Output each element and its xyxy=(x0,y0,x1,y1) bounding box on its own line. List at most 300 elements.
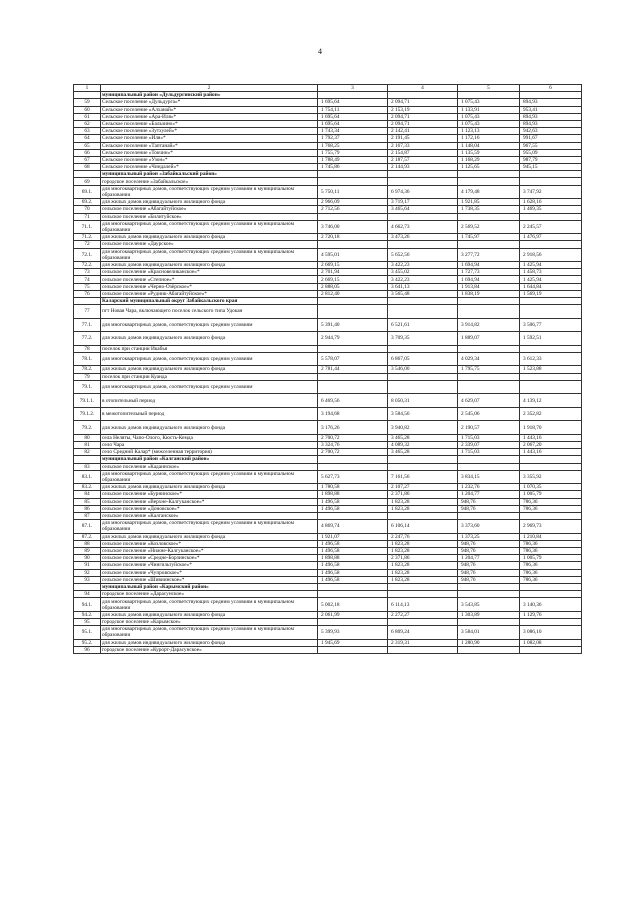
row-description: сельское поселение «Красновеликанское»* xyxy=(101,269,318,276)
value-cell: 2 339,07 xyxy=(458,441,520,448)
row-description: в отопительный период xyxy=(101,394,318,408)
value-cell: 2 712,56 xyxy=(318,206,388,213)
value-cell xyxy=(458,380,520,394)
table-row xyxy=(74,332,582,346)
value-cell xyxy=(458,456,520,463)
column-header: 3 xyxy=(318,85,388,92)
row-description: сельское поселение «Средне-Борзинское»* xyxy=(101,555,318,562)
table-row xyxy=(74,128,582,135)
value-cell xyxy=(388,92,458,99)
value-cell: 1 523,88 xyxy=(520,366,582,373)
row-number: 87.2. xyxy=(74,533,101,540)
row-description: сельское поселение «Шивиинское»* xyxy=(101,576,318,583)
table-row xyxy=(74,248,582,262)
row-description: сельское поселение «Билитуйское» xyxy=(101,213,318,220)
value-cell: 4 139,12 xyxy=(520,394,582,408)
value-cell xyxy=(520,373,582,380)
table-row xyxy=(74,470,582,484)
value-cell xyxy=(318,178,388,185)
value-cell: 1 715,03 xyxy=(458,434,520,441)
table-row xyxy=(74,156,582,163)
table-header-row xyxy=(74,85,582,92)
value-cell: 1 168,29 xyxy=(458,156,520,163)
row-description: муниципальный район «Забайкальский район» xyxy=(101,171,318,178)
value-cell: 948,76 xyxy=(458,540,520,547)
value-cell: 2 245,57 xyxy=(520,220,582,234)
value-cell: 948,76 xyxy=(458,498,520,505)
value-cell xyxy=(388,512,458,519)
table-row xyxy=(74,345,582,352)
value-cell xyxy=(520,213,582,220)
value-cell: 5 750,11 xyxy=(318,185,388,199)
row-description: сельское поселение «Верхне-Калгуканское»* xyxy=(101,498,318,505)
value-cell xyxy=(458,345,520,352)
value-cell xyxy=(458,171,520,178)
row-description: села Неляты, Чапо-Ологo, Кюсть-Кемда xyxy=(101,434,318,441)
value-cell: 2 569,52 xyxy=(458,220,520,234)
row-number: 94.1. xyxy=(74,598,101,612)
row-description: для жилых домов индивидуального жилищного фонда xyxy=(101,234,318,241)
value-cell: 2 720,18 xyxy=(318,234,388,241)
row-number: 81 xyxy=(74,441,101,448)
value-cell: 2 107,27 xyxy=(388,484,458,491)
table-row xyxy=(74,206,582,213)
row-description: сельское поселение «Калганское» xyxy=(101,512,318,519)
table-row xyxy=(74,639,582,646)
value-cell xyxy=(520,646,582,653)
value-cell: 1 921,85 xyxy=(458,199,520,206)
value-cell: 2 700,72 xyxy=(318,434,388,441)
value-cell: 1 695,64 xyxy=(318,113,388,120)
table-row xyxy=(74,441,582,448)
value-cell xyxy=(388,380,458,394)
value-cell: 1 918,70 xyxy=(520,421,582,435)
value-cell: 1 592,51 xyxy=(520,332,582,346)
value-cell xyxy=(388,646,458,653)
table-row xyxy=(74,305,582,319)
value-cell: 1 496,58 xyxy=(318,498,388,505)
value-cell: 2 067,20 xyxy=(520,441,582,448)
table-row xyxy=(74,178,582,185)
row-number: 78 xyxy=(74,345,101,352)
value-cell: 1 754,11 xyxy=(318,106,388,113)
table-row xyxy=(74,213,582,220)
table-row xyxy=(74,533,582,540)
value-cell: 786,36 xyxy=(520,505,582,512)
row-description: для жилых домов индивидуального жилищного фонда xyxy=(101,533,318,540)
value-cell xyxy=(318,591,388,598)
section-header-row xyxy=(74,456,582,463)
row-number: 65 xyxy=(74,142,101,149)
row-description: для многоквартирных домов, соответствующих средним условиям xyxy=(101,318,318,332)
value-cell xyxy=(318,583,388,590)
row-description: поселок при станции Икабья xyxy=(101,345,318,352)
table-row xyxy=(74,373,582,380)
value-cell: 1 458,73 xyxy=(520,269,582,276)
value-cell: 3 465,28 xyxy=(388,434,458,441)
value-cell: 3 373,60 xyxy=(458,520,520,534)
row-description: для многоквартирных домов, соответствующих средним условиям xyxy=(101,352,318,366)
value-cell xyxy=(520,345,582,352)
table-row xyxy=(74,113,582,120)
value-cell xyxy=(458,92,520,99)
value-cell: 3 747,92 xyxy=(520,185,582,199)
value-cell: 2 781,44 xyxy=(318,366,388,373)
tariff-table xyxy=(73,84,582,654)
row-number: 84 xyxy=(74,491,101,498)
value-cell xyxy=(318,512,388,519)
value-cell: 1 788,49 xyxy=(318,156,388,163)
value-cell: 1 125,65 xyxy=(458,164,520,171)
row-number: 88 xyxy=(74,540,101,547)
value-cell: 955,09 xyxy=(520,149,582,156)
row-number: 64 xyxy=(74,135,101,142)
column-header: 6 xyxy=(520,85,582,92)
table-row xyxy=(74,149,582,156)
row-number: 87 xyxy=(74,512,101,519)
value-cell xyxy=(388,456,458,463)
value-cell: 2 371,86 xyxy=(388,555,458,562)
row-number: 96 xyxy=(74,646,101,653)
table-row xyxy=(74,626,582,640)
value-cell: 2 190,57 xyxy=(458,421,520,435)
row-number: 72 xyxy=(74,241,101,248)
row-number: 69.2. xyxy=(74,199,101,206)
row-number: 86 xyxy=(74,505,101,512)
value-cell xyxy=(388,345,458,352)
value-cell xyxy=(520,380,582,394)
row-description: городское поселение «Забайкальское» xyxy=(101,178,318,185)
value-cell: 3 465,64 xyxy=(388,206,458,213)
value-cell: 2 272,27 xyxy=(388,611,458,618)
value-cell: 1 569,19 xyxy=(520,290,582,297)
row-number: 83 xyxy=(74,463,101,470)
value-cell: 786,36 xyxy=(520,576,582,583)
row-number: 78.1. xyxy=(74,352,101,366)
table-row xyxy=(74,185,582,199)
row-description: городское поселение «Карымское» xyxy=(101,619,318,626)
value-cell xyxy=(388,213,458,220)
row-number: 77.2. xyxy=(74,332,101,346)
row-number: 78.2. xyxy=(74,366,101,373)
table-row xyxy=(74,619,582,626)
row-description: городское поселение «Дарасунское» xyxy=(101,591,318,598)
value-cell: 2 319,31 xyxy=(388,639,458,646)
row-description: сельское поселение «Доновское»* xyxy=(101,505,318,512)
value-cell xyxy=(458,619,520,626)
value-cell xyxy=(458,241,520,248)
row-number: 59 xyxy=(74,99,101,106)
value-cell xyxy=(318,92,388,99)
value-cell: 1 280,90 xyxy=(458,639,520,646)
row-description: сельское поселение «Нижне-Калгуканское»* xyxy=(101,548,318,555)
row-description: для многоквартирных домов, соответствующих средним условиям xyxy=(101,380,318,394)
row-number: 71.1. xyxy=(74,220,101,234)
table-row xyxy=(74,276,582,283)
value-cell: 894,93 xyxy=(520,113,582,120)
row-number: 71 xyxy=(74,213,101,220)
value-cell: 2 700,72 xyxy=(318,449,388,456)
value-cell: 1 795,75 xyxy=(458,366,520,373)
value-cell: 6 867,05 xyxy=(388,352,458,366)
value-cell xyxy=(520,305,582,319)
value-cell: 2 969,73 xyxy=(520,520,582,534)
row-description: в межотопительный период xyxy=(101,407,318,421)
value-cell: 945,15 xyxy=(520,164,582,171)
value-cell: 1 823,28 xyxy=(388,498,458,505)
value-cell: 1 823,28 xyxy=(388,562,458,569)
value-cell xyxy=(318,373,388,380)
value-cell: 2 191,45 xyxy=(388,135,458,142)
value-cell: 4 629,07 xyxy=(458,394,520,408)
row-number: 89 xyxy=(74,548,101,555)
table-row xyxy=(74,366,582,373)
table-row xyxy=(74,505,582,512)
row-number: 94 xyxy=(74,591,101,598)
row-description: для жилых домов индивидуального жилищного фонда xyxy=(101,639,318,646)
value-cell: 6 809,24 xyxy=(388,626,458,640)
table-row xyxy=(74,106,582,113)
row-number: 77 xyxy=(74,305,101,319)
value-cell: 948,76 xyxy=(458,576,520,583)
value-cell: 1 715,03 xyxy=(458,449,520,456)
value-cell: 1 823,28 xyxy=(388,540,458,547)
row-description: для жилых домов индивидуального жилищного фонда xyxy=(101,262,318,269)
value-cell: 3 834,15 xyxy=(458,470,520,484)
section-header-row xyxy=(74,583,582,590)
value-cell: 2 701,94 xyxy=(318,269,388,276)
table-row xyxy=(74,380,582,394)
table-row xyxy=(74,540,582,547)
row-description: для жилых домов индивидуального жилищного фонда xyxy=(101,611,318,618)
value-cell: 2 371,86 xyxy=(388,491,458,498)
value-cell: 5 399,93 xyxy=(318,626,388,640)
value-cell: 967,55 xyxy=(520,142,582,149)
row-number: 72.2. xyxy=(74,262,101,269)
row-number: 63 xyxy=(74,128,101,135)
row-description: сельское поселение «Бурнинское»* xyxy=(101,491,318,498)
value-cell xyxy=(458,213,520,220)
value-cell: 7 161,56 xyxy=(388,470,458,484)
value-cell: 786,36 xyxy=(520,498,582,505)
value-cell xyxy=(520,171,582,178)
value-cell: 6 974,36 xyxy=(388,185,458,199)
value-cell: 2 094,71 xyxy=(388,113,458,120)
value-cell: 2 167,33 xyxy=(388,142,458,149)
value-cell: 1 135,59 xyxy=(458,149,520,156)
value-cell: 2 153,19 xyxy=(388,106,458,113)
value-cell: 894,93 xyxy=(520,120,582,127)
value-cell: 5 627,73 xyxy=(318,470,388,484)
row-number: 79 xyxy=(74,373,101,380)
row-description: Сельское поселение «Таптанай»* xyxy=(101,142,318,149)
row-description: Сельское поселение «Дульдурга»* xyxy=(101,99,318,106)
page-number: 4 xyxy=(318,47,322,56)
value-cell: 1 148,04 xyxy=(458,142,520,149)
table-row xyxy=(74,576,582,583)
row-number: 79.1. xyxy=(74,380,101,394)
table-row xyxy=(74,569,582,576)
value-cell: 5 391,40 xyxy=(318,318,388,332)
value-cell xyxy=(318,646,388,653)
row-number: 62 xyxy=(74,120,101,127)
value-cell xyxy=(318,241,388,248)
value-cell: 2 142,41 xyxy=(388,128,458,135)
table-row xyxy=(74,262,582,269)
value-cell: 1 628,16 xyxy=(520,199,582,206)
row-description: для многоквартирных домов, соответствующих средним условиям в муниципальном образовании xyxy=(101,470,318,484)
row-number: 75 xyxy=(74,283,101,290)
value-cell: 1 082,08 xyxy=(520,639,582,646)
row-description: для многоквартирных домов, соответствующих средним условиям в муниципальном образовании xyxy=(101,598,318,612)
value-cell: 1 823,28 xyxy=(388,505,458,512)
row-description: Сельское поселение «Узон»* xyxy=(101,156,318,163)
value-cell xyxy=(458,373,520,380)
value-cell: 5 652,56 xyxy=(388,248,458,262)
value-cell: 1 496,58 xyxy=(318,576,388,583)
value-cell: 3 584,01 xyxy=(458,626,520,640)
value-cell: 3 584,56 xyxy=(388,407,458,421)
value-cell: 987,79 xyxy=(520,156,582,163)
value-cell: 991,67 xyxy=(520,135,582,142)
value-cell: 4 662,73 xyxy=(388,220,458,234)
value-cell: 4 029,34 xyxy=(458,352,520,366)
value-cell: 1 898,88 xyxy=(318,491,388,498)
row-description: для жилых домов индивидуального жилищного фонда xyxy=(101,366,318,373)
value-cell: 2 918,56 xyxy=(520,248,582,262)
table-row xyxy=(74,498,582,505)
value-cell: 1 373,25 xyxy=(458,533,520,540)
value-cell: 786,36 xyxy=(520,569,582,576)
table-row xyxy=(74,611,582,618)
value-cell: 3 940,82 xyxy=(388,421,458,435)
row-description: сельское поселение «Чингильтуйское»* xyxy=(101,562,318,569)
row-number: 66 xyxy=(74,149,101,156)
value-cell: 1 695,64 xyxy=(318,99,388,106)
value-cell xyxy=(520,92,582,99)
value-cell xyxy=(318,305,388,319)
value-cell: 3 612,33 xyxy=(520,352,582,366)
value-cell: 1 913,84 xyxy=(458,283,520,290)
value-cell: 1 210,84 xyxy=(520,533,582,540)
row-description: Сельское поселение «Чиндалей»* xyxy=(101,164,318,171)
value-cell: 6 106,14 xyxy=(388,520,458,534)
row-number: 95.1. xyxy=(74,626,101,640)
value-cell xyxy=(388,373,458,380)
table-row xyxy=(74,434,582,441)
value-cell: 1 425,94 xyxy=(520,262,582,269)
value-cell: 1 005,79 xyxy=(520,491,582,498)
row-description: для многоквартирных домов, соответствующих средним условиям в муниципальном образовании xyxy=(101,520,318,534)
value-cell xyxy=(458,646,520,653)
value-cell xyxy=(520,178,582,185)
value-cell: 2 352,82 xyxy=(520,407,582,421)
row-number: 70 xyxy=(74,206,101,213)
value-cell: 3 355,92 xyxy=(520,470,582,484)
table-row xyxy=(74,646,582,653)
value-cell: 2 888,05 xyxy=(318,283,388,290)
row-description: Сельское поселение «Алханай»* xyxy=(101,106,318,113)
row-number xyxy=(74,171,101,178)
value-cell: 3 746,00 xyxy=(318,220,388,234)
row-description: пгт Новая Чара, включающего поселок сельского типа Удокан xyxy=(101,305,318,319)
row-description: муниципальный район «Дульдургинский район» xyxy=(101,92,318,99)
value-cell xyxy=(458,583,520,590)
value-cell: 2 144,93 xyxy=(388,164,458,171)
value-cell: 1 727,73 xyxy=(458,269,520,276)
row-number xyxy=(74,298,101,305)
value-cell: 953,41 xyxy=(520,106,582,113)
table-row xyxy=(74,598,582,612)
value-cell: 1 232,76 xyxy=(458,484,520,491)
table-row xyxy=(74,555,582,562)
row-number: 71.2. xyxy=(74,234,101,241)
row-description: Сельское поселение «Зутхулей»* xyxy=(101,128,318,135)
value-cell: 6 114,13 xyxy=(388,598,458,612)
value-cell: 4 595,01 xyxy=(318,248,388,262)
value-cell xyxy=(458,512,520,519)
value-cell: 2 247,76 xyxy=(388,533,458,540)
value-cell: 2 094,71 xyxy=(388,99,458,106)
table-row xyxy=(74,407,582,421)
table-row xyxy=(74,290,582,297)
row-description: Сельское поселение «Ара-Иля»* xyxy=(101,113,318,120)
row-number: 72.1. xyxy=(74,248,101,262)
value-cell: 5 002,18 xyxy=(318,598,388,612)
value-cell xyxy=(520,591,582,598)
row-number: 60 xyxy=(74,106,101,113)
table-row xyxy=(74,394,582,408)
value-cell: 948,76 xyxy=(458,562,520,569)
value-cell xyxy=(388,583,458,590)
value-cell xyxy=(388,178,458,185)
row-description: для жилых домов индивидуального жилищного фонда xyxy=(101,421,318,435)
column-header: 4 xyxy=(388,85,458,92)
row-description: сельское поселение «Черно-Озёрское»* xyxy=(101,283,318,290)
table-row xyxy=(74,318,582,332)
value-cell: 1 945,69 xyxy=(318,639,388,646)
value-cell: 1 129,76 xyxy=(520,611,582,618)
value-cell: 1 823,28 xyxy=(388,569,458,576)
table-row xyxy=(74,591,582,598)
table-row xyxy=(74,352,582,366)
row-description: для жилых домов индивидуального жилищного фонда xyxy=(101,484,318,491)
value-cell: 3 324,76 xyxy=(318,441,388,448)
row-description: муниципальный район «Карымский район» xyxy=(101,583,318,590)
value-cell: 1 496,58 xyxy=(318,569,388,576)
value-cell: 3 546,00 xyxy=(388,366,458,373)
row-number: 69 xyxy=(74,178,101,185)
value-cell: 3 473,26 xyxy=(388,234,458,241)
row-number xyxy=(74,583,101,590)
row-number: 79.1.1. xyxy=(74,394,101,408)
value-cell: 1 780,58 xyxy=(318,484,388,491)
value-cell: 4 089,32 xyxy=(388,441,458,448)
value-cell: 1 644,84 xyxy=(520,283,582,290)
value-cell xyxy=(318,456,388,463)
value-cell: 1 204,77 xyxy=(458,555,520,562)
table-row xyxy=(74,199,582,206)
section-header-row xyxy=(74,171,582,178)
value-cell: 1 303,89 xyxy=(458,611,520,618)
value-cell: 786,36 xyxy=(520,540,582,547)
value-cell: 2 669,15 xyxy=(318,262,388,269)
row-description: поселок при станции Куанда xyxy=(101,373,318,380)
value-cell: 3 465,28 xyxy=(388,449,458,456)
value-cell: 1 123,13 xyxy=(458,128,520,135)
value-cell: 1 496,58 xyxy=(318,540,388,547)
value-cell: 4 869,74 xyxy=(318,520,388,534)
